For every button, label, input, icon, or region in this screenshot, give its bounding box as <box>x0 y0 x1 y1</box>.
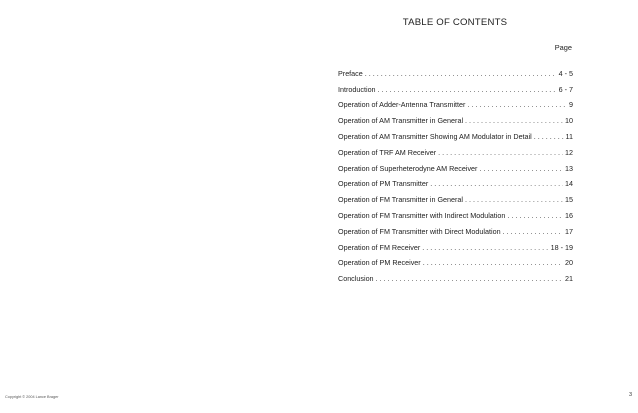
toc-entry[interactable] <box>338 98 573 114</box>
toc-entry-page: 20 <box>565 258 573 268</box>
toc-entry-page: 15 <box>565 195 573 205</box>
toc-entry-label: Introduction <box>338 84 376 94</box>
toc-entry[interactable] <box>338 129 573 145</box>
toc-entry[interactable] <box>338 271 573 287</box>
copyright-notice: Copyright © 2004 Lance Brager <box>5 395 59 399</box>
toc-entry[interactable] <box>338 177 573 193</box>
toc-entry[interactable] <box>338 224 573 240</box>
toc-entry-label: Conclusion <box>338 274 374 284</box>
toc-entry-page: 4 - 5 <box>558 68 573 78</box>
toc-entry-page: 16 <box>565 211 573 221</box>
toc-entry[interactable] <box>338 66 573 82</box>
toc-entry-page: 6 - 7 <box>558 84 573 94</box>
dot-leader <box>465 195 563 205</box>
dot-leader <box>534 132 564 142</box>
toc-title: TABLE OF CONTENTS <box>402 17 508 28</box>
toc-entry[interactable] <box>338 208 573 224</box>
toc-entry-label: Operation of Superheterodyne AM Receiver <box>338 163 478 173</box>
dot-leader <box>430 179 563 189</box>
toc-list <box>338 66 573 287</box>
toc-entry-label: Operation of TRF AM Receiver <box>338 147 437 157</box>
toc-entry-label: Operation of FM Transmitter with Direct Modulation <box>338 226 501 236</box>
toc-entry[interactable] <box>338 240 573 256</box>
dot-leader <box>465 116 563 126</box>
toc-entry-label: Operation of FM Receiver <box>338 242 421 252</box>
dot-leader <box>423 258 563 268</box>
dot-leader <box>378 85 557 95</box>
toc-entry-page: 11 <box>565 132 573 142</box>
dot-leader <box>507 211 563 221</box>
toc-entry[interactable] <box>338 113 573 129</box>
toc-entry-page: 17 <box>565 226 573 236</box>
dot-leader <box>438 148 563 158</box>
toc-entry-label: Operation of PM Receiver <box>338 258 421 268</box>
dot-leader <box>365 69 557 79</box>
toc-entry-page: 14 <box>565 179 573 189</box>
toc-entry-label: Operation of AM Transmitter in General <box>338 116 464 126</box>
dot-leader <box>467 100 567 110</box>
dot-leader <box>422 243 548 253</box>
toc-entry-label: Operation of PM Transmitter <box>338 179 429 189</box>
toc-entry-label: Operation of AM Transmitter Showing AM Modulator in Detail <box>338 132 532 142</box>
toc-entry-label: Operation of FM Transmitter with Indirect Modulation <box>338 211 506 221</box>
toc-entry-label: Preface <box>338 68 363 78</box>
toc-entry-page: 18 - 19 <box>550 242 573 252</box>
toc-entry-label: Operation of Adder-Antenna Transmitter <box>338 100 466 110</box>
dot-leader <box>479 164 563 174</box>
toc-entry-page: 9 <box>569 100 573 110</box>
toc-entry[interactable] <box>338 82 573 98</box>
toc-entry[interactable] <box>338 145 573 161</box>
page-number: 3 <box>628 392 632 398</box>
toc-entry-page: 12 <box>565 147 573 157</box>
dot-leader <box>503 227 563 237</box>
toc-entry[interactable] <box>338 192 573 208</box>
toc-entry[interactable] <box>338 256 573 272</box>
toc-entry-page: 13 <box>565 163 573 173</box>
toc-entry-page: 10 <box>565 116 573 126</box>
toc-entry-label: Operation of FM Transmitter in General <box>338 195 464 205</box>
toc-entry[interactable] <box>338 161 573 177</box>
toc-entry-page: 21 <box>565 274 573 284</box>
page-column-heading: Page <box>554 43 572 52</box>
dot-leader <box>376 274 563 284</box>
